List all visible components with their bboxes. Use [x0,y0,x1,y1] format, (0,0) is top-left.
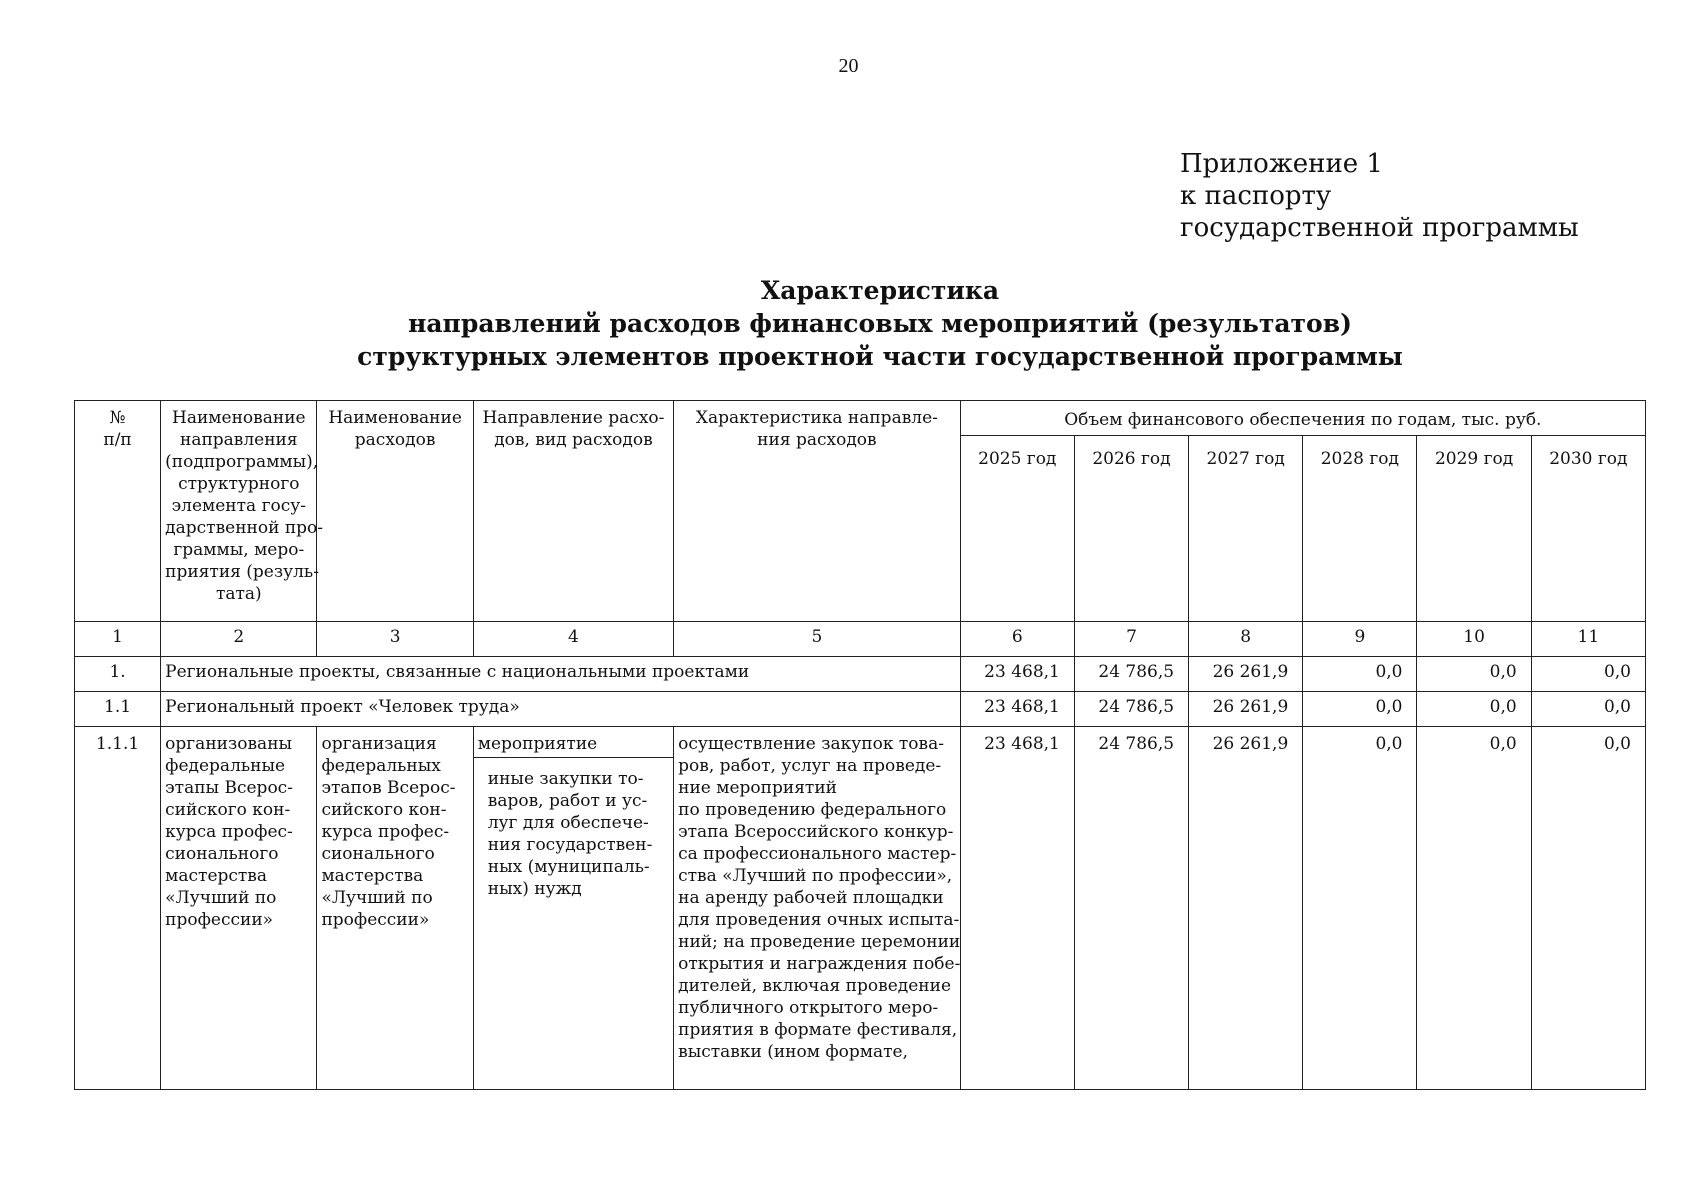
header-year: 2026 год [1074,436,1188,622]
text-line: мастерства [165,866,268,886]
text-line: сионального [321,844,435,864]
row-value: 0,0 [1417,692,1531,727]
table-row [75,657,1646,692]
header-funding-group: Объем финансового обеспечения по годам, тыс. руб. [960,401,1645,436]
item-characteristic [674,727,961,1090]
text-line: для проведения очных испыта- [678,910,960,930]
header-direction-name [161,401,324,622]
column-number: 1 [75,622,161,657]
text-line: сионального [165,844,279,864]
row-value: 0,0 [1303,727,1417,1090]
row-value: 26 261,9 [1189,657,1303,692]
page-number: 20 [838,55,859,77]
text-line: структурного [178,474,300,494]
text-line: этапов Всерос- [321,778,456,798]
header-year: 2025 год [960,436,1074,622]
text-line: этапы Всерос- [165,778,293,798]
header-num [75,401,161,622]
row-num: 1. [75,657,161,692]
text-line: курса профес- [321,822,450,842]
expense-table [74,400,1646,1090]
row-value: 0,0 [1531,657,1645,692]
table-row [75,727,1646,1090]
row-value: 0,0 [1531,727,1645,1090]
text-line: тата) [215,584,262,604]
header-expense-name [317,401,473,622]
column-number: 8 [1189,622,1303,657]
text-line: организованы [165,734,293,754]
text-line: ний; на проведение церемонии [678,932,961,952]
row-value: 0,0 [1531,692,1645,727]
text-line: сийского кон- [165,800,291,820]
row-value: 0,0 [1417,657,1531,692]
text-line: направления [179,430,298,450]
text-line: луг для обеспече- [487,813,649,833]
text-line: федеральных [321,756,441,776]
row-value: 23 468,1 [960,657,1074,692]
row-value: 24 786,5 [1074,692,1188,727]
text-line: расходов [354,430,436,450]
item-expense-name [317,727,473,1090]
text-line: иные закупки то- [487,769,644,789]
document-title [0,274,1697,373]
column-number: 11 [1531,622,1645,657]
text-line: дов, вид расходов [494,430,653,450]
column-number: 6 [960,622,1074,657]
table-row [75,692,1646,727]
text-line: са профессионального мастер- [678,844,957,864]
row-label: Региональные проекты, связанные с национальными проектами [161,657,961,692]
text-line: дителей, включая проведение [678,976,952,996]
text-line: открытия и награждения побе- [678,954,961,974]
column-number: 4 [473,622,673,657]
text-line: дарственной про- [165,518,324,538]
text-line: № [109,408,126,428]
row-value: 0,0 [1303,657,1417,692]
appendix-line: государственной программы [1180,213,1579,243]
text-line: курса профес- [165,822,293,842]
text-line: п/п [103,430,132,450]
row-value: 26 261,9 [1189,727,1303,1090]
text-line: Наименование [172,408,306,428]
header-year: 2027 год [1189,436,1303,622]
column-number-row [75,622,1646,657]
column-number: 10 [1417,622,1531,657]
text-line: (подпрограммы), [165,452,319,472]
text-line: приятия (резуль- [165,562,319,582]
text-line: профессии» [165,910,274,930]
text-line: профессии» [321,910,430,930]
text-line: ства «Лучший по профессии», [678,866,953,886]
row-num: 1.1.1 [75,727,161,1090]
text-line: на аренду рабочей площадки [678,888,944,908]
column-number: 3 [317,622,473,657]
text-line: Характеристика направле- [695,408,938,428]
row-value: 24 786,5 [1074,657,1188,692]
appendix-note [1180,148,1579,244]
text-line: сийского кон- [321,800,447,820]
column-number: 9 [1303,622,1417,657]
title-line: структурных элементов проектной части государственной программы [357,342,1403,371]
header-year: 2030 год [1531,436,1645,622]
text-line: ние мероприятий [678,778,837,798]
column-number: 7 [1074,622,1188,657]
header-year: 2029 год [1417,436,1531,622]
column-number: 5 [674,622,961,657]
text-line: «Лучший по [321,888,433,908]
text-line: элемента госу- [171,496,306,516]
text-line: выставки (ином формате, [678,1042,909,1062]
row-value: 26 261,9 [1189,692,1303,727]
header-year: 2028 год [1303,436,1417,622]
text-line: граммы, меро- [173,540,305,560]
text-line: ных) нужд [487,879,582,899]
row-value: 24 786,5 [1074,727,1188,1090]
text-line: мастерства [321,866,424,886]
item-expense-direction [473,727,673,1090]
text-line: «Лучший по [165,888,277,908]
text-line: этапа Всероссийского конкур- [678,822,954,842]
appendix-line: к паспорту [1180,181,1332,211]
text-line: ных (муниципаль- [487,857,650,877]
title-line: Характеристика [760,276,1000,305]
text-line: организация [321,734,437,754]
text-line: ния расходов [757,430,877,450]
text-line: ров, работ, услуг на проведе- [678,756,942,776]
row-label: Региональный проект «Человек труда» [161,692,961,727]
text-line: публичного открытого меро- [678,998,939,1018]
text-line: по проведению федерального [678,800,947,820]
item-direction-name [161,727,317,1090]
row-num: 1.1 [75,692,161,727]
expense-kind [474,758,673,900]
text-line: ния государствен- [487,835,653,855]
title-line: направлений расходов финансовых мероприятий (результатов) [408,309,1352,338]
text-line: федеральные [165,756,286,776]
text-line: приятия в формате фестиваля, [678,1020,958,1040]
row-value: 23 468,1 [960,727,1074,1090]
header-expense-direction [473,401,673,622]
row-value: 23 468,1 [960,692,1074,727]
text-line: осуществление закупок това- [678,734,944,754]
row-value: 0,0 [1417,727,1531,1090]
row-value: 0,0 [1303,692,1417,727]
text-line: Наименование [328,408,462,428]
column-number: 2 [161,622,317,657]
expense-direction-type: мероприятие [474,733,673,758]
header-characteristic [674,401,961,622]
appendix-line: Приложение 1 [1180,149,1383,179]
text-line: варов, работ и ус- [487,791,648,811]
text-line: Направление расхо- [482,408,665,428]
